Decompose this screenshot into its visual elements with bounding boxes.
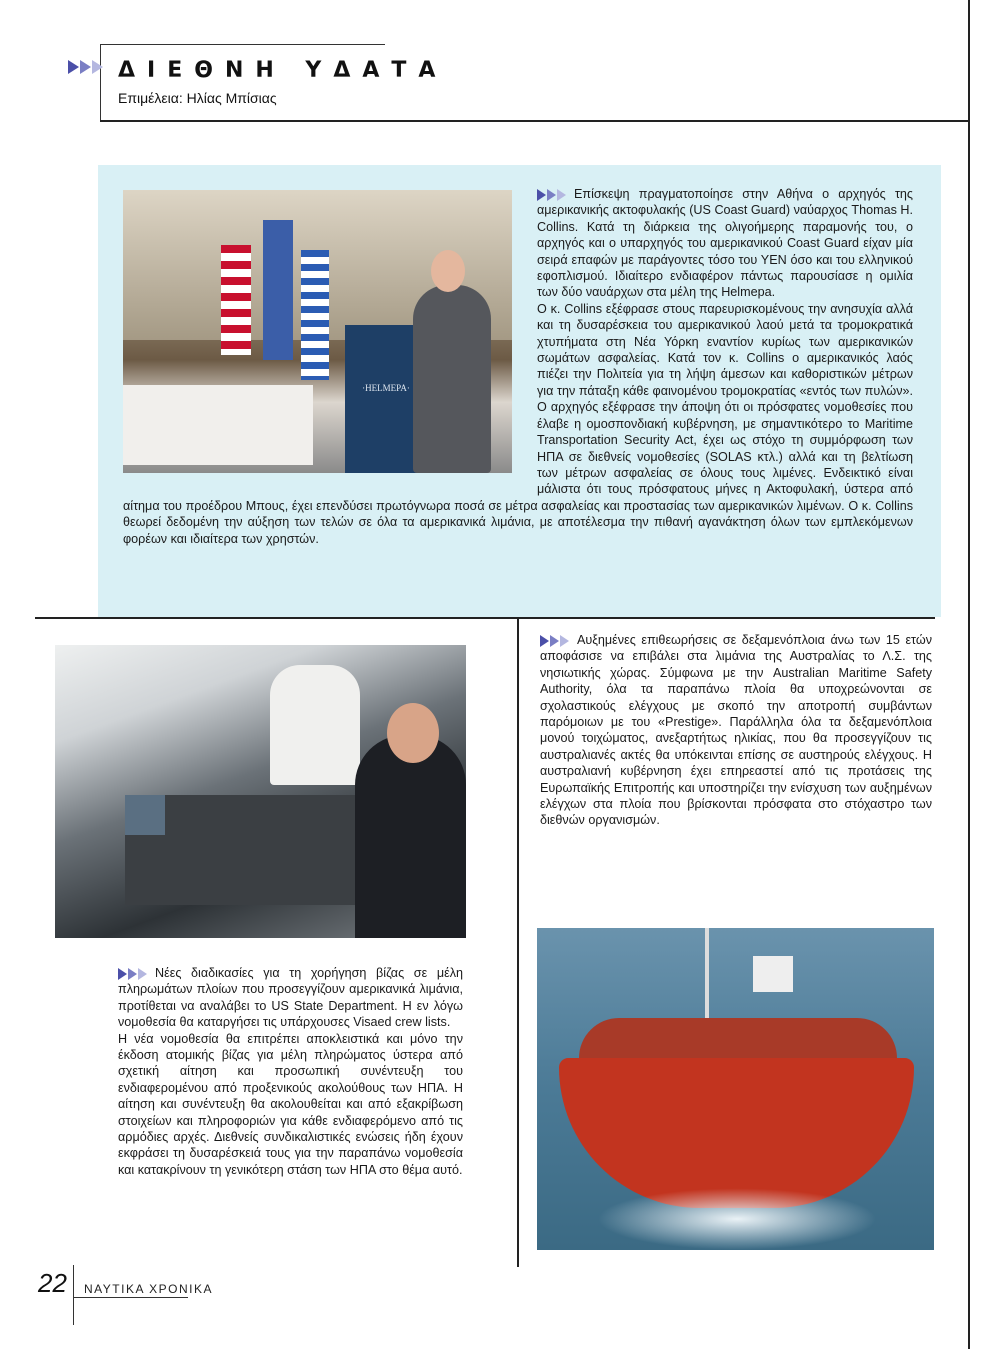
article-australia-inspections (540, 632, 932, 829)
page-number: 22 (38, 1268, 67, 1298)
header-bottom-rule (100, 120, 970, 122)
photo-ship-bridge (55, 645, 466, 938)
magazine-name: ΝΑΥΤΙΚΑ ΧΡΟΝΙΚΑ (84, 1282, 213, 1296)
section-arrows-icon (68, 60, 103, 74)
footer-vertical-rule (73, 1265, 74, 1325)
article-coast-guard (123, 186, 913, 547)
paragraph-arrows-icon (537, 189, 566, 201)
section-title: ΔΙΕΘΝΗ ΥΔΑΤΑ (118, 58, 448, 83)
article-visa-procedures (118, 965, 463, 1178)
paragraph-arrows-icon (118, 968, 147, 980)
right-margin-rule (968, 0, 970, 1349)
article-visa-p1: Νέες διαδικασίες για τη χορήγηση βίζας σε μέλη πληρωμάτων πλοίων που προσεγγίζουν αμερικανικά λιμάνια, προτίθεται να αναλάβει το US State Department. Η εν λόγω νομοθεσία θα καταργήσει τις υπάρχουσες Visaed crew lists. (118, 966, 463, 1030)
editor-credit: Επιμέλεια: Ηλίας Μπίσιας (118, 90, 277, 106)
paragraph-arrows-icon (540, 635, 569, 647)
header-vertical-rule (100, 44, 101, 120)
podium-label: ·HELMEPA· (362, 383, 410, 393)
footer-horizontal-rule (73, 1297, 188, 1298)
photo-tanker-ship (537, 928, 934, 1250)
article-visa-p2: Η νέα νομοθεσία θα επιτρέπει αποκλειστικά και μόνο την έκδοση ατομικής βίζας για μέλη πληρώματος ύστερα από σχετική αίτηση και προσωπική συνέντευξη του ενδιαφερομένου από προξενικούς ακολούθους των ΗΠΑ. Η αίτηση και συνέντευξη θα ακολουθείται και από εξακρίβωση στοιχείων και πληροφοριών για κάθε ενδιαφερόμενο από τις αρμόδιες αρχές. Διεθνείς συνδικαλιστικές ενώσεις ήδη έχουν εκφράσει τη δυσαρέσκειά τους για την παραπάνω νομοθεσία και κατακρίνουν τη γενικότερη στάση των ΗΠΑ στο θέμα αυτό. (118, 1031, 463, 1177)
article-coast-guard-p1: Επίσκεψη πραγματοποίησε στην Αθήνα ο αρχηγός της αμερικανικής ακτοφυλακής (US Coast Guard) ναύαρχος Thomas H. Collins. Κατά τη διάρκεια της ολιγοήμερης παραμονής του, ο αρχηγός και ο υπαρχηγός του αμερικανικού Coast Guard είχαν μία σειρά επαφών με παράγοντες τόσο του ΥΕΝ όσο και του ελληνικού εφοπλισμού. Ιδιαίτερο ενδιαφέρον πάντως παρουσίασε η ομιλία των δύο ναυάρχων στα μέλη της Helmepa. (537, 187, 913, 300)
vertical-divider (517, 617, 519, 1267)
horizontal-divider (35, 617, 935, 619)
header-top-rule (100, 44, 385, 45)
article-australia-p1: Αυξημένες επιθεωρήσεις σε δεξαμενόπλοια άνω των 15 ετών αποφάσισε να επιβάλει στα λιμάνια της Αυστραλίας το Λ.Σ. της νησιωτικής χώρας. Σύμφωνα με την Australian Maritime Safety Authority, όλα τα παραπάνω πλοία θα υποχρεώνονται σε σχολαστικούς ελέγχους με σκοπό την αποτροπή συμβάντων παρόμοιων με του «Prestige». Παράλληλα όλα τα δεξαμενόπλοια μονού τοιχώματος, ανεξαρτήτως ηλικίας, που θα προσεγγίζουν τις αυστραλιανές ακτές θα υπόκεινται επίσης σε αυστηρούς ελέγχους. Η αυστραλιανή κυβέρνηση έχει επηρεαστεί από τις προτάσεις της Ευρωπαϊκής Επιτροπής και υποστηρίζει την ενίσχυση των αυξημένων ελέγχων στα πλοία που βρίσκονται πρόσφατα στο στόχαστρο των διεθνών οργανισμών. (540, 633, 932, 828)
article-coast-guard-p2: Ο κ. Collins εξέφρασε στους παρευρισκομένους την ανησυχία αλλά και τη δυσαρέσκεια του αμερικανικού λαού μετά τα τρομοκρατικά χτυπήματα στη Νέα Υόρκη εναντίον κυρίως των αμερικανικών σωμάτων ασφαλείας. Κατά τον κ. Collins ο αμερικανικός λαός πιέζει την Πολιτεία για τη λήψη άμεσων και καθοριστικών μέτρων για την πάταξη κάθε φαινομένου τρομοκρατίας «εντός των πυλών». Ο αρχηγός εξέφρασε την άποψη ότι οι πρόσφατες νομοθεσίες που έλαβε η ομοσπονδιακή κυβέρνηση, με σημαντικότερο το Maritime Transportation Security Act, έχει ως στόχο τη συμμόρφωση των ΗΠΑ σε διεθνείς νομοθεσίες (SOLAS κτλ.) αλλά και τη βελτίωση των μέτρων ασφαλείας σε όλους τους λιμένες. Ενδεικτικό είναι μάλιστα ότι τους πρόσφατους μήνες η Ακτοφυλακή, ύστερα από αίτημα του προέδρου Μπους, έχει επενδύσει πρωτόγνωρα ποσά σε μέτρα ασφαλείας και προστασίας των αμερικανικών λιμένων. Ο κ. Collins θεωρεί δεδομένη την αύξηση των τελών σε όλα τα αμερικανικά λιμάνια, με αποτέλεσμα την πιθανή αγανάκτηση όλων των εμπλεκόμενων φορέων και ιδιαίτερα των χρηστών. (123, 301, 913, 546)
